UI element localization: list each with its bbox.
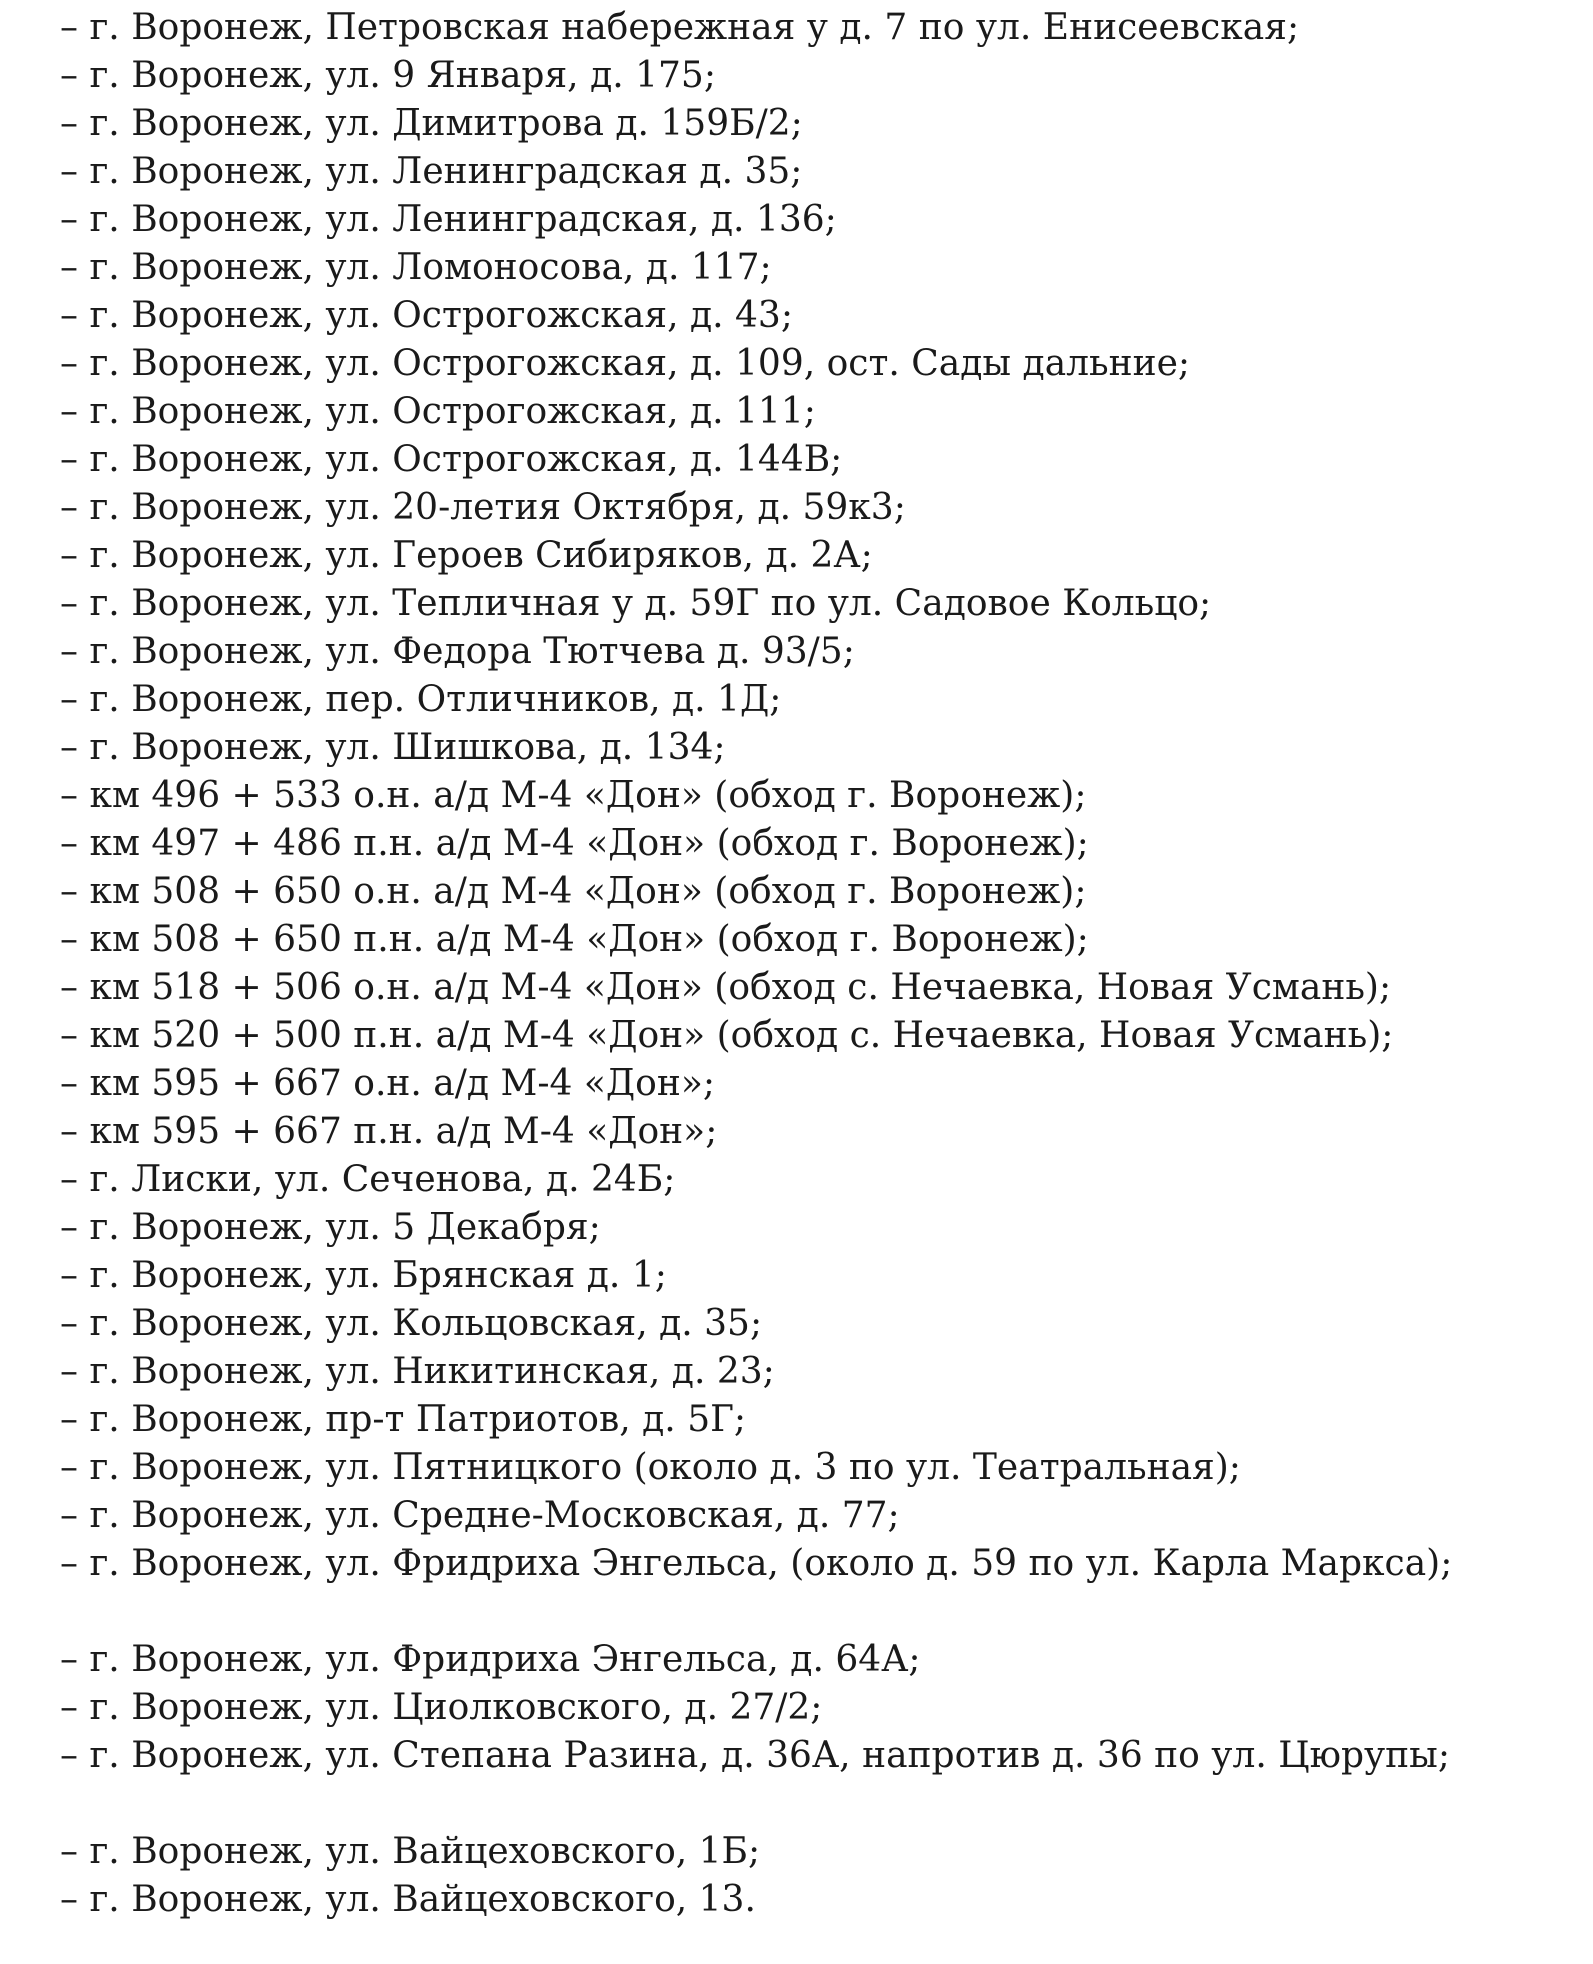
list-item: – г. Воронеж, ул. Кольцовская, д. 35; xyxy=(60,1303,763,1344)
list-item: – г. Воронеж, ул. Фридриха Энгельса, д. 64А; xyxy=(60,1639,921,1680)
list-item: – г. Воронеж, ул. Никитинская, д. 23; xyxy=(60,1351,775,1392)
list-item: – км 508 + 650 о.н. а/д М-4 «Дон» (обход г. Воронеж); xyxy=(60,871,1087,912)
list-item: – г. Воронеж, ул. 9 Января, д. 175; xyxy=(60,55,716,96)
list-item: – г. Воронеж, ул. 5 Декабря; xyxy=(60,1207,601,1248)
list-item: – г. Воронеж, ул. Вайцеховского, 13. xyxy=(60,1879,756,1920)
list-item: – г. Воронеж, ул. Ленинградская д. 35; xyxy=(60,151,803,192)
list-item: – г. Воронеж, ул. Пятницкого (около д. 3 по ул. Театральная); xyxy=(60,1447,1241,1488)
list-item: – г. Воронеж, ул. Средне-Московская, д. 77; xyxy=(60,1495,900,1536)
list-item: – км 518 + 506 о.н. а/д М-4 «Дон» (обход с. Нечаевка, Новая Усмань); xyxy=(60,967,1392,1008)
list-item: – г. Воронеж, ул. 20-летия Октября, д. 59к3; xyxy=(60,487,906,528)
list-item: – г. Воронеж, ул. Степана Разина, д. 36А, напротив д. 36 по ул. Цюрупы; xyxy=(60,1735,1450,1776)
list-item: – г. Воронеж, ул. Федора Тютчева д. 93/5; xyxy=(60,631,855,672)
address-list xyxy=(60,4,1500,1924)
list-item: – г. Воронеж, ул. Острогожская, д. 43; xyxy=(60,295,793,336)
list-item: – г. Воронеж, Петровская набережная у д. 7 по ул. Енисеевская; xyxy=(60,7,1300,48)
list-item: – км 520 + 500 п.н. а/д М-4 «Дон» (обход с. Нечаевка, Новая Усмань); xyxy=(60,1015,1394,1056)
list-item: – г. Воронеж, ул. Тепличная у д. 59Г по ул. Садовое Кольцо; xyxy=(60,583,1212,624)
list-item: – г. Воронеж, ул. Димитрова д. 159Б/2; xyxy=(60,103,803,144)
list-item: – г. Лиски, ул. Сеченова, д. 24Б; xyxy=(60,1159,676,1200)
list-item: – г. Воронеж, ул. Героев Сибиряков, д. 2А; xyxy=(60,535,873,576)
list-item: – г. Воронеж, пр-т Патриотов, д. 5Г; xyxy=(60,1399,747,1440)
list-item: – г. Воронеж, ул. Острогожская, д. 111; xyxy=(60,391,816,432)
list-item: – г. Воронеж, пер. Отличников, д. 1Д; xyxy=(60,679,782,720)
list-item: – г. Воронеж, ул. Вайцеховского, 1Б; xyxy=(60,1831,761,1872)
list-item: – г. Воронеж, ул. Острогожская, д. 144В; xyxy=(60,439,843,480)
list-item: – г. Воронеж, ул. Ломоносова, д. 117; xyxy=(60,247,772,288)
list-item: – км 508 + 650 п.н. а/д М-4 «Дон» (обход г. Воронеж); xyxy=(60,919,1089,960)
list-item: – г. Воронеж, ул. Ленинградская, д. 136; xyxy=(60,199,837,240)
list-item: – г. Воронеж, ул. Острогожская, д. 109, ост. Сады дальние; xyxy=(60,343,1191,384)
list-item: – км 496 + 533 о.н. а/д М-4 «Дон» (обход г. Воронеж); xyxy=(60,775,1087,816)
list-item: – км 595 + 667 о.н. а/д М-4 «Дон»; xyxy=(60,1063,715,1104)
list-item: – км 497 + 486 п.н. а/д М-4 «Дон» (обход г. Воронеж); xyxy=(60,823,1089,864)
list-item: – км 595 + 667 п.н. а/д М-4 «Дон»; xyxy=(60,1111,718,1152)
list-item: – г. Воронеж, ул. Шишкова, д. 134; xyxy=(60,727,726,768)
list-item: – г. Воронеж, ул. Циолковского, д. 27/2; xyxy=(60,1687,823,1728)
list-item: – г. Воронеж, ул. Фридриха Энгельса, (около д. 59 по ул. Карла Маркса); xyxy=(60,1543,1453,1584)
list-item: – г. Воронеж, ул. Брянская д. 1; xyxy=(60,1255,667,1296)
